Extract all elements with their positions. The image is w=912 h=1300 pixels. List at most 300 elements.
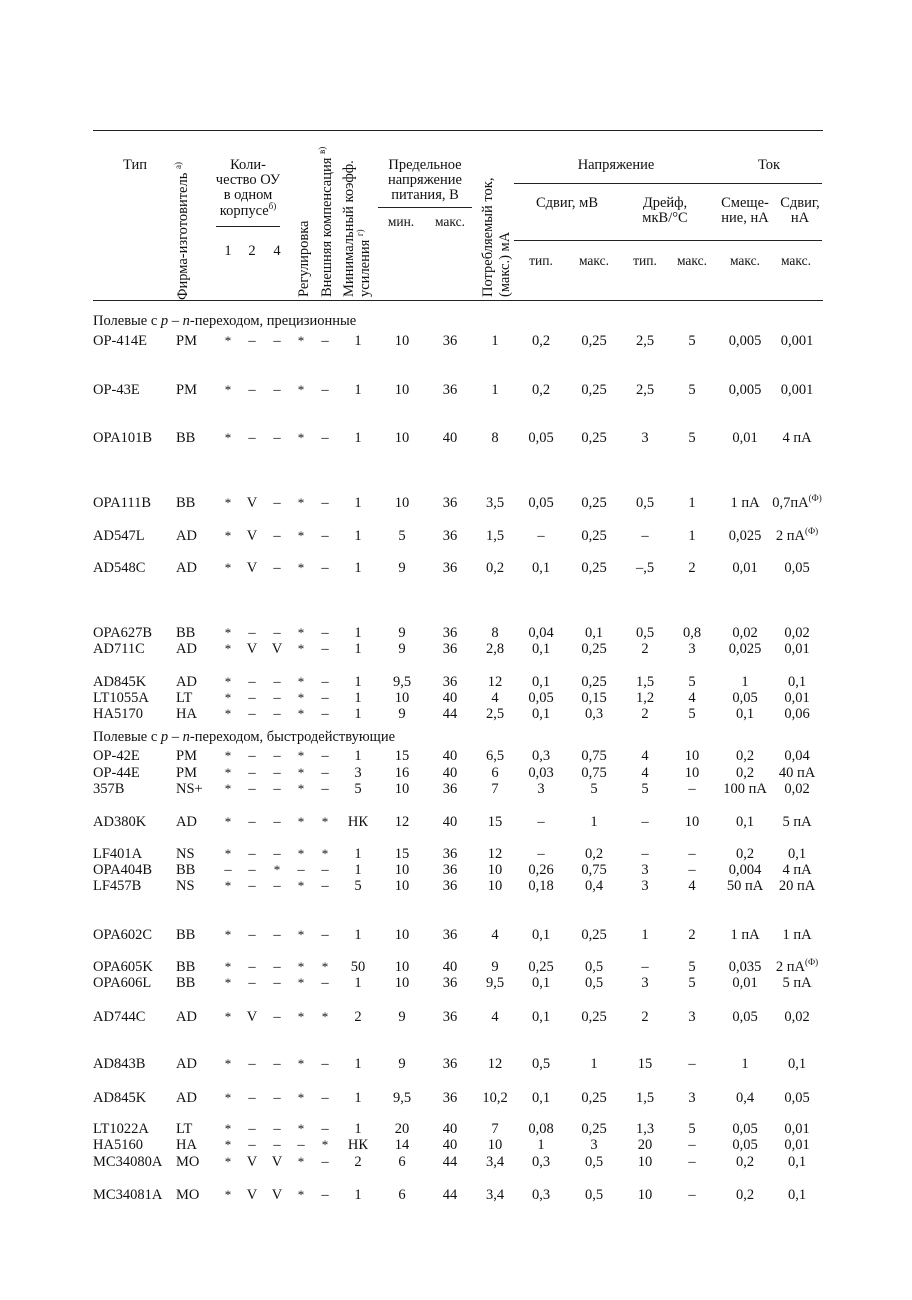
cell-comp: –: [321, 1121, 329, 1137]
cell-gain: 1: [354, 674, 362, 690]
cell-type: AD380K: [93, 814, 147, 830]
cell-vmin: 9: [398, 1056, 406, 1072]
cell-n1: *: [224, 625, 232, 640]
cell-n2: –: [248, 430, 256, 446]
cell-maker: NS: [176, 846, 195, 862]
cell-voff-max: 0,75: [581, 765, 607, 781]
cell-comp: –: [321, 706, 329, 722]
cell-gain: 1: [354, 430, 362, 446]
cell-trim: *: [297, 706, 305, 721]
cell-type: OP-42E: [93, 748, 140, 764]
cell-voff-typ: 0,3: [531, 1154, 551, 1170]
cell-n2: –: [248, 765, 256, 781]
cell-vmin: 20: [394, 1121, 410, 1137]
cell-vmin: 6: [398, 1187, 406, 1203]
header-drift: Дрейф, мкВ/°С: [642, 195, 688, 227]
cell-type: AD547L: [93, 528, 145, 544]
cell-ioff: 0,02: [784, 625, 810, 641]
cell-n1: *: [224, 781, 232, 796]
cell-n4: –: [273, 927, 281, 943]
cell-n4: V: [271, 641, 283, 657]
cell-drift-typ: 3: [641, 975, 649, 991]
cell-ioff: 4 пА: [782, 430, 812, 446]
cell-gain: 1: [354, 1056, 362, 1072]
cell-type: OPA606L: [93, 975, 152, 991]
cell-voff-max: 0,25: [581, 641, 607, 657]
cell-n2: –: [248, 625, 256, 641]
cell-drift-max: –: [688, 1137, 696, 1153]
cell-vmin: 10: [394, 862, 410, 878]
cell-voff-max: 0,75: [581, 748, 607, 764]
cell-vmax: 36: [442, 674, 458, 690]
cell-icc: 7: [491, 1121, 499, 1137]
cell-icc: 9,5: [485, 975, 505, 991]
header-manufacturer: Фирма-изготовитель $^{а)}$: [173, 162, 191, 300]
cell-comp: –: [321, 975, 329, 991]
cell-comp: –: [321, 641, 329, 657]
cell-voff-typ: 0,25: [528, 959, 554, 975]
cell-ibias: 0,035: [728, 959, 762, 975]
cell-vmax: 36: [442, 560, 458, 576]
cell-comp: –: [321, 430, 329, 446]
cell-ioff: 0,02: [784, 781, 810, 797]
cell-drift-max: 2: [688, 927, 696, 943]
cell-n2: –: [248, 959, 256, 975]
cell-vmin: 9,5: [392, 674, 412, 690]
cell-drift-max: 4: [688, 690, 696, 706]
cell-n1: *: [224, 1137, 232, 1152]
cell-n4: *: [273, 862, 281, 877]
cell-type: OPA404B: [93, 862, 153, 878]
cell-n4: –: [273, 674, 281, 690]
header-max-2: макс.: [676, 253, 708, 268]
cell-gain: 2: [354, 1009, 362, 1025]
cell-type: OPA627B: [93, 625, 153, 641]
cell-comp: –: [321, 748, 329, 764]
cell-gain: 1: [354, 495, 362, 511]
cell-trim: *: [297, 382, 305, 397]
cell-n1: *: [224, 1154, 232, 1169]
cell-ioff: 1 пА: [782, 927, 812, 943]
supply-subrule: [378, 207, 472, 208]
cell-maker: AD: [176, 560, 197, 576]
cell-icc: 8: [491, 430, 499, 446]
cell-voff-typ: 0,04: [528, 625, 554, 641]
cell-voff-max: 0,25: [581, 495, 607, 511]
cell-voff-typ: 0,26: [528, 862, 554, 878]
cell-trim: –: [297, 862, 305, 878]
cell-voff-typ: 1: [537, 1137, 545, 1153]
cell-n1: *: [224, 878, 232, 893]
cell-vmax: 44: [442, 1187, 458, 1203]
cell-voff-max: 1: [590, 814, 598, 830]
cell-icc: 6: [491, 765, 499, 781]
cell-icc: 3,4: [485, 1187, 505, 1203]
cell-ioff: 40 пА: [778, 765, 816, 781]
cell-icc: 6,5: [485, 748, 505, 764]
cell-n2: –: [248, 927, 256, 943]
cell-drift-typ: 4: [641, 765, 649, 781]
cell-trim: *: [297, 495, 305, 510]
cell-vmax: 36: [442, 862, 458, 878]
cell-icc: 4: [491, 927, 499, 943]
cell-type: OP-44E: [93, 765, 140, 781]
cell-ibias: 0,2: [735, 748, 755, 764]
cell-gain: 1: [354, 625, 362, 641]
cell-type: LT1055A: [93, 690, 149, 706]
cell-n1: *: [224, 333, 232, 348]
cell-voff-typ: –: [537, 528, 545, 544]
header-supply-max: макс.: [434, 214, 466, 229]
cell-voff-typ: –: [537, 814, 545, 830]
cell-n2: –: [248, 975, 256, 991]
cell-type: LF457B: [93, 878, 142, 894]
cell-voff-typ: 0,1: [531, 641, 551, 657]
header-supply: Предельное напряжение питания, В: [388, 157, 462, 204]
cell-gain: 1: [354, 1187, 362, 1203]
cell-gain: 1: [354, 528, 362, 544]
cell-trim: *: [297, 748, 305, 763]
cell-n4: –: [273, 781, 281, 797]
cell-n2: –: [248, 690, 256, 706]
header-min-gain-2: усиления $^{г)}$: [355, 229, 373, 297]
cell-n1: *: [224, 1121, 232, 1136]
cell-drift-typ: 1,5: [635, 674, 655, 690]
cell-voff-max: 0,75: [581, 862, 607, 878]
cell-trim: *: [297, 560, 305, 575]
header-max-4: макс.: [780, 253, 812, 268]
cell-comp: –: [321, 690, 329, 706]
cell-icc: 3,4: [485, 1154, 505, 1170]
cell-comp: –: [321, 1154, 329, 1170]
cell-n2: V: [246, 495, 258, 511]
cell-n4: –: [273, 1056, 281, 1072]
cell-vmax: 40: [442, 814, 458, 830]
cell-n2: V: [246, 560, 258, 576]
header-ioff: Сдвиг, нА: [780, 195, 820, 227]
cell-drift-typ: –: [641, 959, 649, 975]
cell-voff-max: 0,5: [584, 1154, 604, 1170]
cell-n4: –: [273, 959, 281, 975]
cell-icc: 2,5: [485, 706, 505, 722]
cell-voff-max: 5: [590, 781, 598, 797]
cell-maker: AD: [176, 1009, 197, 1025]
cell-comp: –: [321, 862, 329, 878]
cell-n4: –: [273, 382, 281, 398]
cell-voff-typ: 0,2: [531, 333, 551, 349]
cell-trim: *: [297, 765, 305, 780]
cell-drift-typ: 1,3: [635, 1121, 655, 1137]
cell-n1: *: [224, 1187, 232, 1202]
cell-comp: –: [321, 765, 329, 781]
cell-vmin: 10: [394, 975, 410, 991]
cell-comp: *: [321, 1137, 329, 1152]
cell-vmin: 10: [394, 382, 410, 398]
cell-voff-max: 0,3: [584, 706, 604, 722]
cell-voff-typ: –: [537, 846, 545, 862]
cell-icc: 9: [491, 959, 499, 975]
cell-ioff: 2 $пА^{(Ф)}$: [775, 957, 819, 975]
cell-drift-max: 5: [688, 430, 696, 446]
cell-gain: 5: [354, 878, 362, 894]
cell-drift-max: 5: [688, 674, 696, 690]
cell-trim: *: [297, 690, 305, 705]
cell-drift-max: 10: [684, 765, 700, 781]
cell-maker: AD: [176, 1056, 197, 1072]
cell-ioff: 20 пА: [778, 878, 816, 894]
cell-n2: –: [248, 674, 256, 690]
cell-n4: V: [271, 1154, 283, 1170]
cell-ioff: 0,01: [784, 1121, 810, 1137]
header-current-group: Ток: [757, 157, 781, 173]
cell-drift-typ: 2: [641, 1009, 649, 1025]
cell-voff-typ: 0,5: [531, 1056, 551, 1072]
cell-voff-max: 0,25: [581, 674, 607, 690]
cell-type: OP-43E: [93, 382, 140, 398]
cell-icc: 10: [487, 878, 503, 894]
cell-n2: –: [248, 878, 256, 894]
cell-n4: –: [273, 814, 281, 830]
cell-trim: *: [297, 333, 305, 348]
cell-ibias: 0,2: [735, 1187, 755, 1203]
cell-voff-max: 0,25: [581, 927, 607, 943]
cell-drift-typ: 3: [641, 878, 649, 894]
cell-voff-typ: 0,05: [528, 430, 554, 446]
cell-comp: *: [321, 959, 329, 974]
cell-maker: BB: [176, 625, 196, 641]
cell-vmin: 12: [394, 814, 410, 830]
cell-ibias: 0,005: [728, 333, 762, 349]
cell-n4: –: [273, 528, 281, 544]
cell-voff-max: 0,25: [581, 528, 607, 544]
cell-trim: –: [297, 1137, 305, 1153]
cell-comp: –: [321, 878, 329, 894]
cell-maker: HA: [176, 1137, 197, 1153]
cell-type: MC34081A: [93, 1187, 163, 1203]
cell-vmax: 36: [442, 382, 458, 398]
cell-ioff: 0,05: [784, 560, 810, 576]
cell-gain: 1: [354, 748, 362, 764]
cell-n1: *: [224, 495, 232, 510]
cell-comp: –: [321, 781, 329, 797]
cell-icc: 12: [487, 846, 503, 862]
cell-n1: *: [224, 528, 232, 543]
cell-gain: 50: [350, 959, 366, 975]
cell-voff-typ: 0,1: [531, 560, 551, 576]
cell-drift-max: –: [688, 846, 696, 862]
cell-drift-max: 4: [688, 878, 696, 894]
cell-voff-typ: 0,08: [528, 1121, 554, 1137]
cell-n2: –: [248, 1056, 256, 1072]
cell-n2: –: [248, 706, 256, 722]
cell-vmin: 10: [394, 495, 410, 511]
cell-n1: *: [224, 641, 232, 656]
cell-vmin: 10: [394, 781, 410, 797]
cell-drift-max: 5: [688, 975, 696, 991]
cell-type: OP-414E: [93, 333, 147, 349]
cell-vmax: 36: [442, 878, 458, 894]
cell-ibias: 0,01: [732, 430, 758, 446]
cell-vmax: 36: [442, 1090, 458, 1106]
cell-ibias: 0,01: [732, 560, 758, 576]
cell-drift-max: –: [688, 862, 696, 878]
cell-drift-typ: 10: [637, 1154, 653, 1170]
cell-icc: 10: [487, 1137, 503, 1153]
cell-gain: 1: [354, 862, 362, 878]
cell-comp: *: [321, 846, 329, 861]
cell-maker: BB: [176, 862, 196, 878]
cell-vmax: 40: [442, 1121, 458, 1137]
cell-drift-max: 10: [684, 748, 700, 764]
cell-n1: *: [224, 706, 232, 721]
cell-comp: –: [321, 1187, 329, 1203]
cell-gain: 1: [354, 690, 362, 706]
cell-drift-max: –: [688, 1154, 696, 1170]
cell-comp: –: [321, 1090, 329, 1106]
cell-voff-typ: 0,3: [531, 748, 551, 764]
cell-n4: V: [271, 1187, 283, 1203]
cell-gain: 1: [354, 333, 362, 349]
cell-n4: –: [273, 748, 281, 764]
cell-drift-typ: –: [641, 846, 649, 862]
cell-gain: НК: [347, 1137, 369, 1153]
cell-trim: *: [297, 674, 305, 689]
cell-vmin: 9,5: [392, 1090, 412, 1106]
cell-n1: *: [224, 430, 232, 445]
cell-drift-typ: 2,5: [635, 333, 655, 349]
cell-drift-typ: 1: [641, 927, 649, 943]
header-min-gain: Минимальный коэфф.: [341, 160, 357, 297]
cell-vmax: 44: [442, 706, 458, 722]
cell-drift-max: 5: [688, 706, 696, 722]
cell-vmin: 10: [394, 333, 410, 349]
cell-ibias: 0,2: [735, 765, 755, 781]
cell-gain: 1: [354, 641, 362, 657]
cell-ibias: 50 пА: [726, 878, 764, 894]
cell-n1: *: [224, 690, 232, 705]
cell-ioff: 0,1: [787, 1187, 807, 1203]
cell-maker: AD: [176, 1090, 197, 1106]
cell-n2: –: [248, 748, 256, 764]
cell-ibias: 0,02: [732, 625, 758, 641]
cell-maker: BB: [176, 430, 196, 446]
cell-n1: *: [224, 1056, 232, 1071]
cell-gain: 1: [354, 927, 362, 943]
cell-icc: 0,2: [485, 560, 505, 576]
cell-type: AD845K: [93, 674, 147, 690]
cell-voff-typ: 0,1: [531, 927, 551, 943]
cell-voff-max: 0,25: [581, 1009, 607, 1025]
cell-ibias: 0,4: [735, 1090, 755, 1106]
cell-comp: –: [321, 560, 329, 576]
cell-icc: 15: [487, 814, 503, 830]
cell-maker: NS+: [176, 781, 203, 797]
cell-n4: –: [273, 846, 281, 862]
header-count: Коли- чество ОУ в одном корпусе$^{б)}$: [215, 157, 281, 219]
cell-ibias: 0,05: [732, 690, 758, 706]
cell-voff-max: 0,5: [584, 1187, 604, 1203]
cell-drift-max: –: [688, 781, 696, 797]
cell-ioff: 0,1: [787, 846, 807, 862]
cell-trim: *: [297, 625, 305, 640]
cell-drift-typ: 15: [637, 1056, 653, 1072]
cell-vmax: 36: [442, 975, 458, 991]
cell-vmin: 10: [394, 878, 410, 894]
cell-n2: –: [248, 1137, 256, 1153]
cell-trim: *: [297, 927, 305, 942]
cell-icc: 10,2: [482, 1090, 508, 1106]
cell-n1: *: [224, 382, 232, 397]
cell-maker: PM: [176, 748, 197, 764]
cell-trim: *: [297, 1154, 305, 1169]
cell-maker: AD: [176, 641, 197, 657]
cell-comp: –: [321, 528, 329, 544]
cell-voff-max: 1: [590, 1056, 598, 1072]
cell-n4: –: [273, 975, 281, 991]
cell-type: HA5170: [93, 706, 143, 722]
cell-drift-typ: 1,2: [635, 690, 655, 706]
cell-comp: –: [321, 333, 329, 349]
cell-vmax: 44: [442, 1154, 458, 1170]
cell-ioff: 0,1: [787, 674, 807, 690]
cell-n2: –: [248, 862, 256, 878]
cell-maker: MO: [176, 1154, 200, 1170]
cell-vmin: 14: [394, 1137, 410, 1153]
cell-vmin: 15: [394, 748, 410, 764]
cell-trim: *: [297, 1056, 305, 1071]
header-max-3: макс.: [729, 253, 761, 268]
cell-voff-max: 0,25: [581, 1121, 607, 1137]
cell-gain: НК: [347, 814, 369, 830]
cell-n4: –: [273, 1121, 281, 1137]
header-voltage: Напряжение: [577, 157, 655, 173]
cell-gain: 1: [354, 560, 362, 576]
cell-drift-typ: 3: [641, 430, 649, 446]
cell-maker: NS: [176, 878, 195, 894]
cell-n4: –: [273, 560, 281, 576]
cell-maker: PM: [176, 765, 197, 781]
cell-gain: 1: [354, 382, 362, 398]
cell-voff-typ: 0,05: [528, 690, 554, 706]
cell-n1: *: [224, 814, 232, 829]
cell-vmin: 9: [398, 641, 406, 657]
cell-maker: BB: [176, 975, 196, 991]
cell-ibias: 0,025: [728, 641, 762, 657]
header-trim: Регулировка: [296, 220, 312, 297]
cell-n4: –: [273, 1090, 281, 1106]
cell-ibias: 1: [741, 1056, 749, 1072]
header-bias: Смеще- ние, нА: [721, 195, 769, 227]
cell-n2: V: [246, 1009, 258, 1025]
cell-maker: AD: [176, 674, 197, 690]
cell-ioff: 0,01: [784, 641, 810, 657]
cell-ibias: 0,05: [732, 1137, 758, 1153]
cell-drift-max: –: [688, 1187, 696, 1203]
cell-trim: *: [297, 1187, 305, 1202]
cell-n1: *: [224, 975, 232, 990]
cell-drift-max: 3: [688, 1090, 696, 1106]
cell-vmax: 36: [442, 846, 458, 862]
cell-maker: LT: [176, 1121, 193, 1137]
cell-vmin: 10: [394, 690, 410, 706]
cell-trim: *: [297, 975, 305, 990]
cell-n1: *: [224, 674, 232, 689]
header-count-1: 1: [224, 243, 232, 259]
cell-drift-max: 5: [688, 1121, 696, 1137]
cell-vmin: 16: [394, 765, 410, 781]
cell-icc: 1: [491, 382, 499, 398]
cell-maker: AD: [176, 528, 197, 544]
